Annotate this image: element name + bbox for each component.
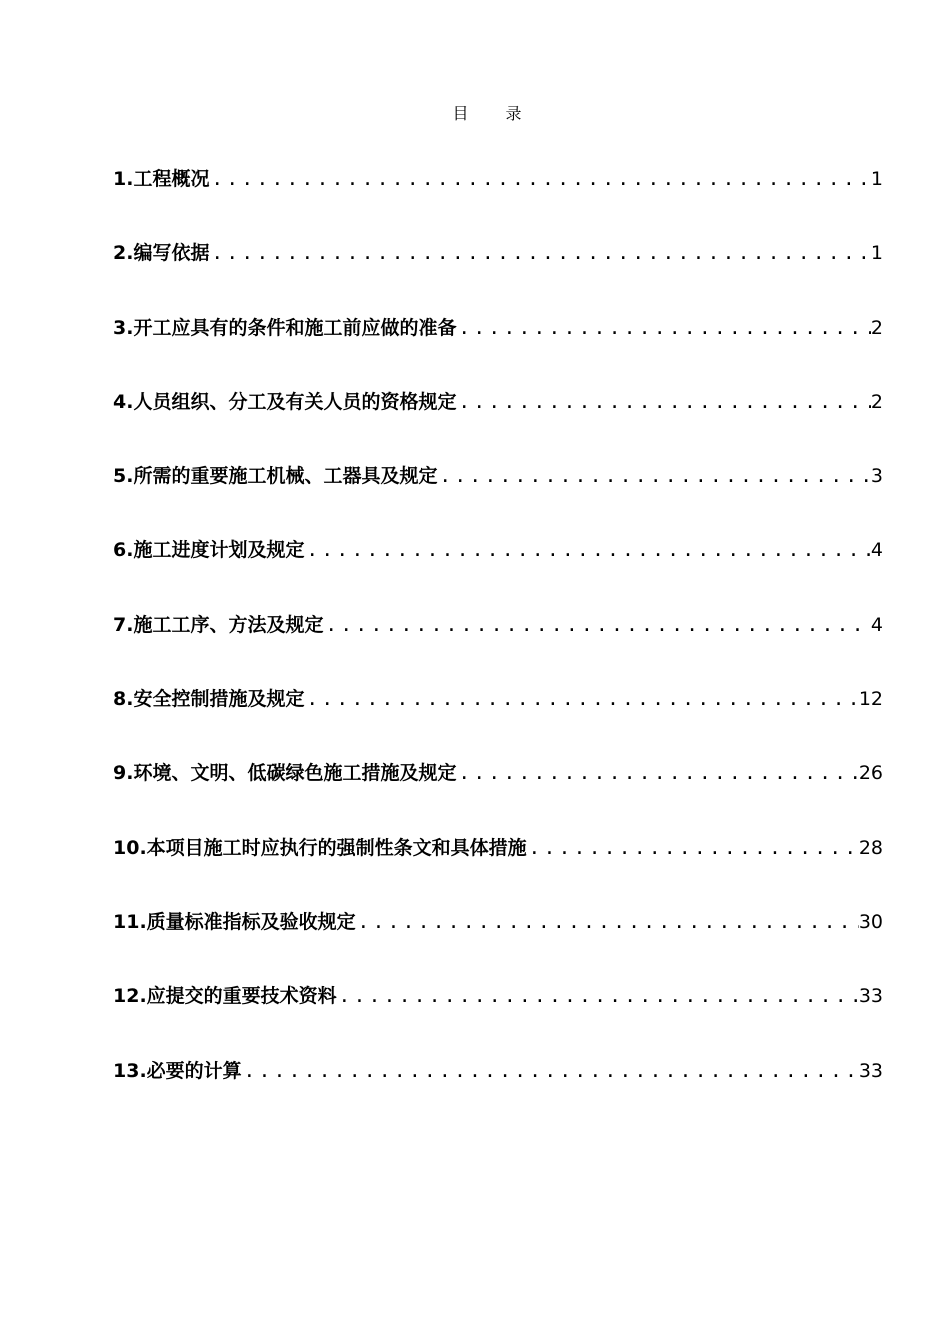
- toc-entry[interactable]: [113, 981, 883, 1055]
- toc-entry[interactable]: [113, 461, 883, 535]
- toc-entry-page: 4: [870, 613, 883, 636]
- toc-entry-label: 6.施工进度计划及规定: [113, 539, 305, 562]
- toc-title: 目 录: [452, 104, 538, 123]
- toc-entry-page: 2: [870, 316, 883, 339]
- toc-entry[interactable]: [113, 758, 883, 832]
- toc-dot-leader: [337, 981, 859, 1011]
- toc-entry-label: 13.必要的计算: [113, 1059, 242, 1082]
- toc-entry-label: 4.人员组织、分工及有关人员的资格规定: [113, 390, 457, 413]
- toc-dot-leader: [209, 238, 870, 268]
- toc-entry-page: 2: [870, 390, 883, 413]
- toc-entry-page: 28: [858, 836, 883, 859]
- toc-dot-leader: [304, 684, 858, 714]
- toc-entry-page: 33: [858, 1059, 883, 1082]
- toc-entry-page: 26: [858, 762, 883, 785]
- toc-dot-leader: [209, 164, 870, 194]
- toc-entry[interactable]: [113, 164, 883, 238]
- toc-entry-label: 1.工程概况: [113, 168, 210, 190]
- toc-entry[interactable]: [113, 907, 883, 981]
- toc-entry-label: 12.应提交的重要技术资料: [113, 985, 337, 1008]
- toc-entry-label: 2.编写依据: [113, 242, 210, 265]
- toc-dot-leader: [304, 535, 870, 565]
- toc-dot-leader: [242, 1056, 859, 1086]
- toc-entry-label: 7.施工工序、方法及规定: [113, 613, 324, 636]
- toc-dot-leader: [456, 758, 858, 788]
- toc-dot-leader: [456, 313, 870, 343]
- toc-entry[interactable]: [113, 387, 883, 461]
- toc-entry-page: 1: [870, 242, 883, 265]
- toc-entry[interactable]: [113, 610, 883, 684]
- toc-entry-label: 8.安全控制措施及规定: [113, 688, 305, 711]
- toc-dot-leader: [323, 610, 870, 640]
- toc-list: [113, 164, 883, 1130]
- toc-entry[interactable]: [113, 238, 883, 312]
- toc-entry-page: 33: [858, 985, 883, 1008]
- toc-entry-label: 9.环境、文明、低碳绿色施工措施及规定: [113, 762, 457, 785]
- toc-entry[interactable]: [113, 1056, 883, 1130]
- toc-entry-label: 5.所需的重要施工机械、工器具及规定: [113, 465, 438, 488]
- toc-dot-leader: [527, 833, 859, 863]
- toc-entry-page: 3: [870, 465, 883, 488]
- toc-dot-leader: [356, 907, 859, 937]
- toc-entry-page: 1: [870, 168, 883, 190]
- toc-entry[interactable]: [113, 535, 883, 609]
- toc-entry-page: 12: [858, 688, 883, 711]
- toc-entry[interactable]: [113, 684, 883, 758]
- toc-dot-leader: [456, 387, 870, 417]
- toc-entry-label: 10.本项目施工时应执行的强制性条文和具体措施: [113, 836, 527, 859]
- toc-entry[interactable]: [113, 313, 883, 387]
- toc-entry-label: 11.质量标准指标及验收规定: [113, 910, 356, 933]
- toc-entry-page: 4: [870, 539, 883, 562]
- toc-dot-leader: [437, 461, 870, 491]
- toc-entry-page: 30: [858, 910, 883, 933]
- toc-entry-label: 3.开工应具有的条件和施工前应做的准备: [113, 316, 457, 339]
- toc-entry[interactable]: [113, 833, 883, 907]
